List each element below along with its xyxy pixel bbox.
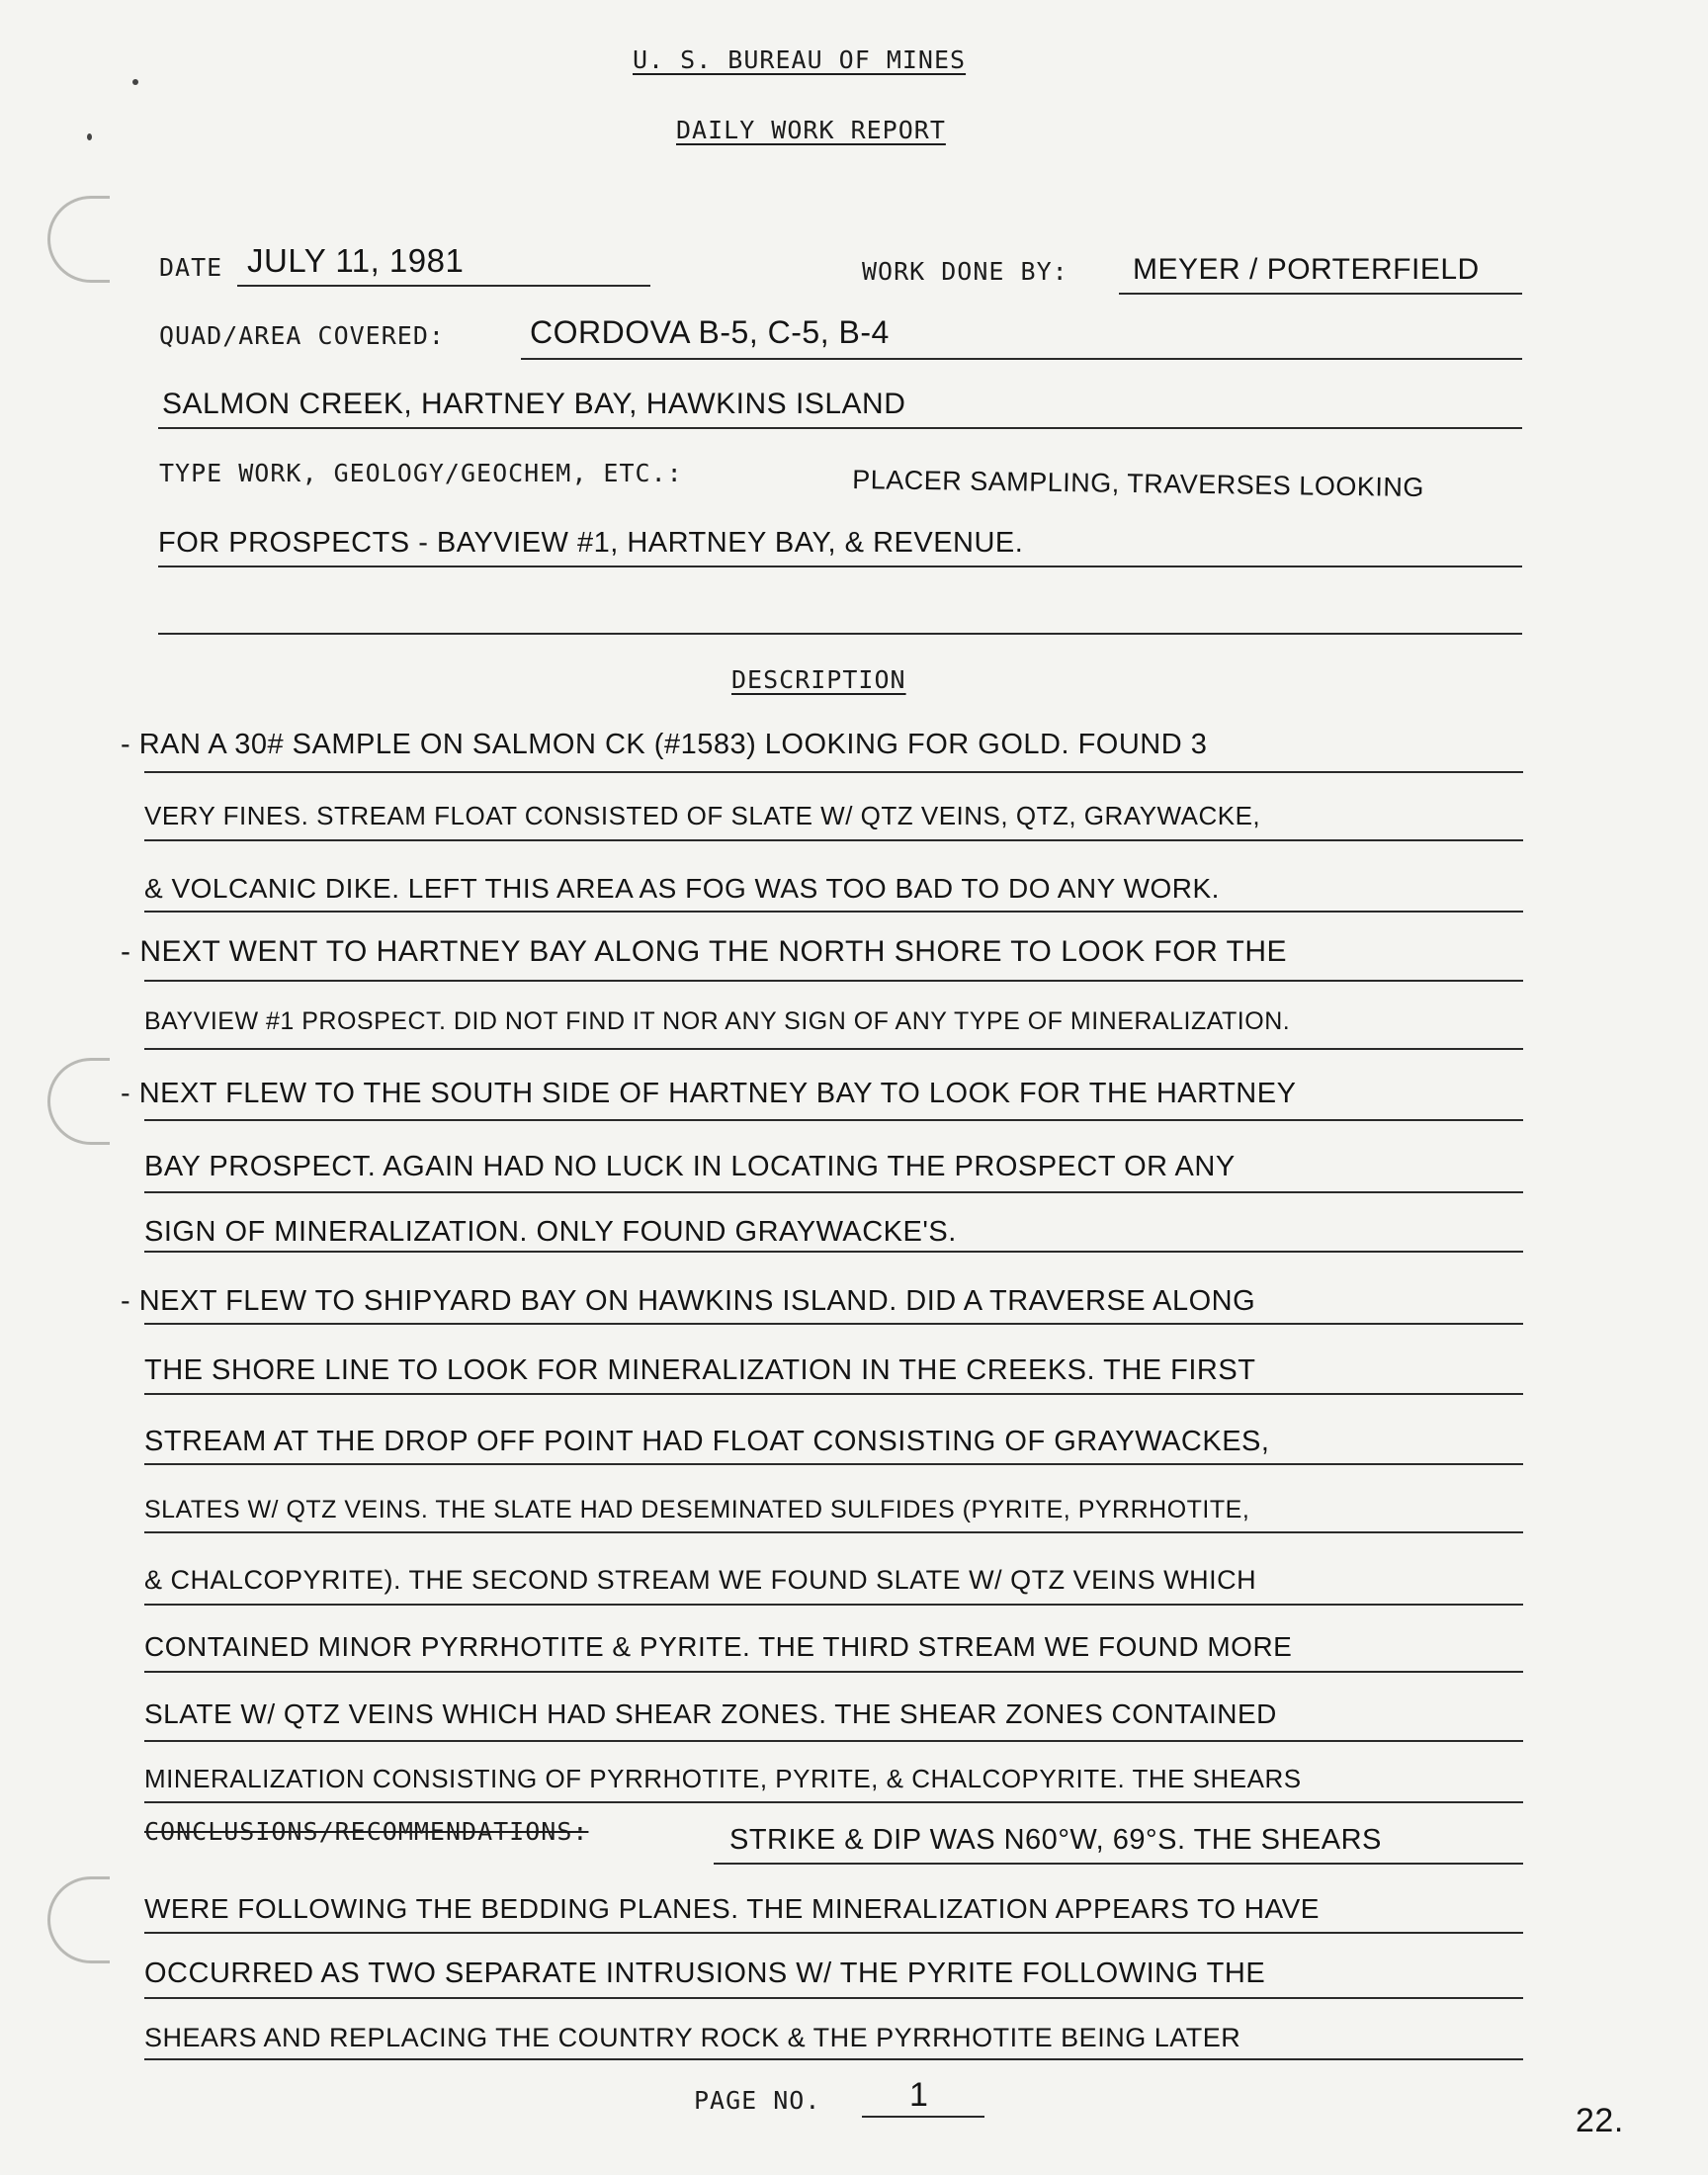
page-number-underline bbox=[862, 2116, 984, 2118]
description-underline bbox=[144, 1393, 1523, 1395]
description-line: SIGN OF MINERALIZATION. ONLY FOUND GRAYWACKE'S. bbox=[144, 1216, 957, 1248]
work-done-by-value: MEYER / PORTERFIELD bbox=[1133, 253, 1480, 286]
description-underline bbox=[144, 1671, 1523, 1673]
conclusion-line: SHEARS AND REPLACING THE COUNTRY ROCK & THE PYRRHOTITE BEING LATER bbox=[144, 2023, 1241, 2052]
punch-hole-bottom bbox=[47, 1876, 110, 1963]
page-number-value: 1 bbox=[909, 2076, 929, 2114]
description-underline bbox=[144, 1323, 1523, 1325]
type-work-label: TYPE WORK, GEOLOGY/GEOCHEM, ETC.: bbox=[159, 459, 683, 487]
description-underline bbox=[144, 1463, 1523, 1465]
description-line: THE SHORE LINE TO LOOK FOR MINERALIZATION IN THE CREEKS. THE FIRST bbox=[144, 1354, 1256, 1386]
description-line: BAY PROSPECT. AGAIN HAD NO LUCK IN LOCATING THE PROSPECT OR ANY bbox=[144, 1151, 1236, 1182]
area-line2-underline bbox=[158, 427, 1522, 429]
description-underline bbox=[144, 1191, 1523, 1193]
agency-title: U. S. BUREAU OF MINES bbox=[633, 45, 967, 74]
description-line: VERY FINES. STREAM FLOAT CONSISTED OF SLATE W/ QTZ VEINS, QTZ, GRAYWACKE, bbox=[144, 801, 1261, 830]
description-line: & CHALCOPYRITE). THE SECOND STREAM WE FOUND SLATE W/ QTZ VEINS WHICH bbox=[144, 1565, 1257, 1595]
description-line: STREAM AT THE DROP OFF POINT HAD FLOAT CONSISTING OF GRAYWACKES, bbox=[144, 1426, 1270, 1457]
description-line: - RAN A 30# SAMPLE ON SALMON CK (#1583) LOOKING FOR GOLD. FOUND 3 bbox=[121, 729, 1208, 760]
conclusion-underline bbox=[144, 2058, 1523, 2060]
quad-area-underline bbox=[521, 358, 1522, 360]
conclusions-label: CONCLUSIONS/RECOMMENDATIONS: bbox=[144, 1817, 589, 1846]
type-work-value: PLACER SAMPLING, TRAVERSES LOOKING bbox=[852, 465, 1425, 503]
blank-line-underline bbox=[158, 633, 1522, 635]
description-underline bbox=[144, 839, 1523, 841]
conclusion-underline bbox=[144, 1932, 1523, 1934]
description-underline bbox=[144, 980, 1523, 982]
description-line: SLATES W/ QTZ VEINS. THE SLATE HAD DESEMINATED SULFIDES (PYRITE, PYRRHOTITE, bbox=[144, 1496, 1250, 1523]
description-underline bbox=[144, 1119, 1523, 1121]
description-underline bbox=[144, 1048, 1523, 1050]
description-underline bbox=[144, 771, 1523, 773]
report-title: DAILY WORK REPORT bbox=[676, 116, 946, 144]
work-done-by-underline bbox=[1119, 293, 1522, 295]
work-done-by-label: WORK DONE BY: bbox=[862, 257, 1068, 286]
description-line: CONTAINED MINOR PYRRHOTITE & PYRITE. THE THIRD STREAM WE FOUND MORE bbox=[144, 1631, 1293, 1662]
type-work-line2-underline bbox=[158, 566, 1522, 567]
description-line: SLATE W/ QTZ VEINS WHICH HAD SHEAR ZONES. THE SHEAR ZONES CONTAINED bbox=[144, 1698, 1277, 1729]
type-work-line2-value: FOR PROSPECTS - BAYVIEW #1, HARTNEY BAY, & REVENUE. bbox=[158, 527, 1024, 559]
quad-area-value: CORDOVA B-5, C-5, B-4 bbox=[530, 314, 890, 350]
description-line: MINERALIZATION CONSISTING OF PYRRHOTITE, PYRITE, & CHALCOPYRITE. THE SHEARS bbox=[144, 1764, 1302, 1793]
description-underline bbox=[144, 1604, 1523, 1606]
description-underline bbox=[144, 1251, 1523, 1253]
speck-mark bbox=[87, 133, 92, 140]
conclusion-line: OCCURRED AS TWO SEPARATE INTRUSIONS W/ THE PYRITE FOLLOWING THE bbox=[144, 1958, 1266, 1989]
punch-hole-top bbox=[47, 196, 110, 283]
description-line: - NEXT FLEW TO SHIPYARD BAY ON HAWKINS ISLAND. DID A TRAVERSE ALONG bbox=[121, 1285, 1256, 1317]
description-underline bbox=[144, 911, 1523, 913]
date-label: DATE bbox=[159, 253, 223, 282]
conclusion-line: STRIKE & DIP WAS N60°W, 69°S. THE SHEARS bbox=[729, 1824, 1382, 1856]
punch-hole-middle bbox=[47, 1058, 110, 1145]
description-underline bbox=[144, 1801, 1523, 1803]
description-line: - NEXT FLEW TO THE SOUTH SIDE OF HARTNEY BAY TO LOOK FOR THE HARTNEY bbox=[121, 1078, 1297, 1109]
quad-area-label: QUAD/AREA COVERED: bbox=[159, 321, 445, 350]
description-line: BAYVIEW #1 PROSPECT. DID NOT FIND IT NOR ANY SIGN OF ANY TYPE OF MINERALIZATION. bbox=[144, 1007, 1291, 1035]
description-line: & VOLCANIC DIKE. LEFT THIS AREA AS FOG WAS TOO BAD TO DO ANY WORK. bbox=[144, 873, 1220, 904]
description-heading: DESCRIPTION bbox=[731, 665, 906, 694]
date-underline bbox=[237, 285, 650, 287]
speck-mark bbox=[132, 79, 138, 85]
description-underline bbox=[144, 1740, 1523, 1742]
description-line: - NEXT WENT TO HARTNEY BAY ALONG THE NORTH SHORE TO LOOK FOR THE bbox=[121, 935, 1288, 968]
page-number-label: PAGE NO. bbox=[694, 2086, 821, 2115]
date-value: JULY 11, 1981 bbox=[247, 242, 465, 279]
conclusion-underline bbox=[144, 1997, 1523, 1999]
description-underline bbox=[144, 1531, 1523, 1533]
conclusion-line: WERE FOLLOWING THE BEDDING PLANES. THE MINERALIZATION APPEARS TO HAVE bbox=[144, 1893, 1320, 1924]
area-line2-value: SALMON CREEK, HARTNEY BAY, HAWKINS ISLAND bbox=[162, 388, 906, 420]
corner-page-number: 22. bbox=[1576, 2102, 1624, 2139]
conclusion-underline bbox=[714, 1863, 1523, 1865]
